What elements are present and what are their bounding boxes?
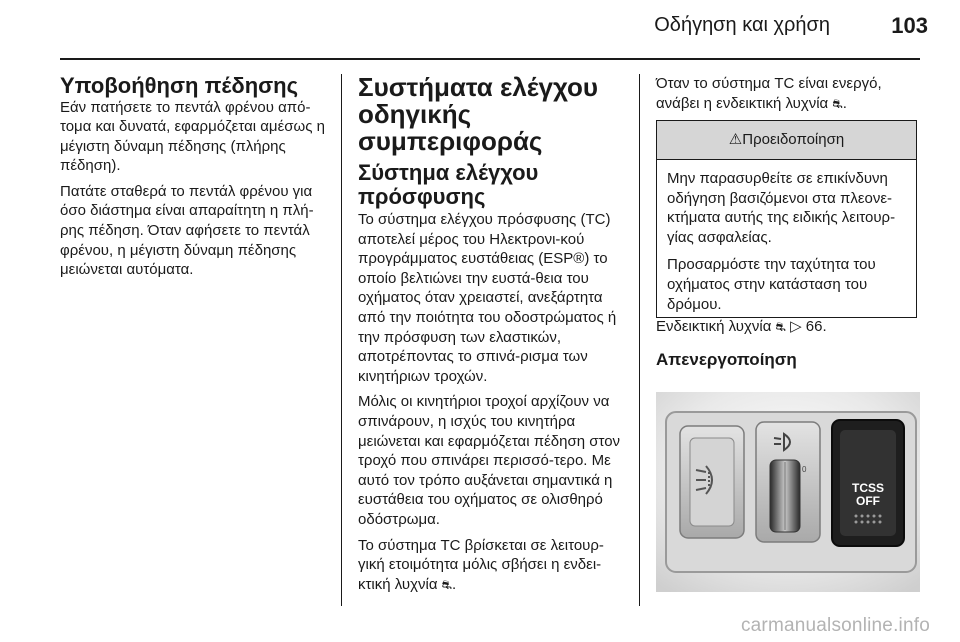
section-heading-deactivation: Απενεργοποίηση [656,350,797,369]
warning-title: Προειδοποίηση [742,131,845,148]
switch-panel-photo [656,392,920,592]
header-rule [60,58,920,60]
page-ref-arrow-icon: ▷ [790,318,802,335]
warning-body [657,160,916,314]
paragraph: Μόλις οι κινητήριοι τροχοί αρχίζουν να σπινάρουν, η ισχύς του κινητήρα μειώνεται και εφαρμόζεται πέδηση στον τροχό που σπινάρει περισσό-τερο. Με αυτό τον τρόπο αυξάνεται σημαντικά η ευστάθεια του οχήματος σε ολισθηρό οδόστρωμα. [358,393,621,528]
deactivation-section [656,350,920,376]
page-number: 103 [891,13,928,38]
warning-paragraph: Μην παρασυρθείτε σε επικίνδυνη οδήγηση βασιζόμενοι στα πλεονε-κτήματα αυτής της ειδικής λειτουρ-γίας ασφαλείας. [667,170,896,246]
indicator-reference: Ενδεικτική λυχνία ⛐ ▷ 66. [656,318,827,335]
paragraph: Όταν το σύστημα TC είναι ενεργό, ανάβει η ενδεικτική λυχνία ⛐. [656,75,882,112]
paragraph: Το σύστημα TC βρίσκεται σε λειτουρ-γική ετοιμότητα μόλις σβήσει η ενδει-κτική λυχνία ⛐. [358,536,604,593]
section-heading-brake-assist: Υποβοήθηση πέδησης [60,73,299,98]
column-divider-1 [341,74,342,606]
column-divider-2 [639,74,640,606]
off-label: OFF [856,494,880,508]
headlight-range-wheel [756,422,820,542]
subsection-heading-traction-control: Σύστημα ελέγχου πρόσφυσης [358,160,539,209]
paragraph: Πατάτε σταθερά το πεντάλ φρένου για όσο διάστημα είναι απαραίτητη η πλή-ρης πέδηση. Όταν αφήσετε το πεντάλ φρένου, η μέγιστη δύναμη πέδησης μειώνεται αυτόματα. [60,182,314,279]
header-title: Οδήγηση και χρήση [654,14,830,36]
column-1 [60,74,328,286]
warning-box [656,120,917,318]
tc-indicator-icon: ⛐ [775,320,786,334]
paragraph: Το σύστημα ελέγχου πρόσφυσης (TC) αποτελεί μέρος του Ηλεκτρονι-κού προγράμματος ευστάθειας (ESP®) το οποίο βελτιώνει την ευστά-θεια του οχήματος όταν χρειαστεί, ανεξάρτητα από την ποιότητα του οδοστρώματος ή την πρόσφυση των ελαστικών, αποτρέποντας το σπινά-ρισμα των κινητήριων τροχών. [358,211,617,385]
fog-light-switch [680,426,744,538]
column-3 [656,74,920,120]
paragraph: Εάν πατήσετε το πεντάλ φρένου από-τομα και δυνατά, εφαρμόζεται αμέσως η μέγιστη δύναμη πέδησης (πλήρης πέδηση). [60,98,325,175]
svg-text:0: 0 [802,465,807,474]
warning-paragraph: Προσαρμόστε την ταχύτητα του οχήματος στην κατάσταση του δρόμου. [667,256,876,313]
tcss-label: TCSS [851,481,885,495]
column-2 [358,74,626,601]
section-heading-driving-control: Συστήματα ελέγχου οδηγικής συμπεριφοράς [358,72,599,156]
warning-triangle-icon: ⚠ [728,131,743,148]
tc-indicator-icon: ⛐ [832,96,843,111]
warning-header [657,121,916,160]
watermark: carmanualsonline.info [740,615,930,636]
tcss-off-button [832,420,904,546]
tc-indicator-icon: ⛐ [441,577,453,592]
